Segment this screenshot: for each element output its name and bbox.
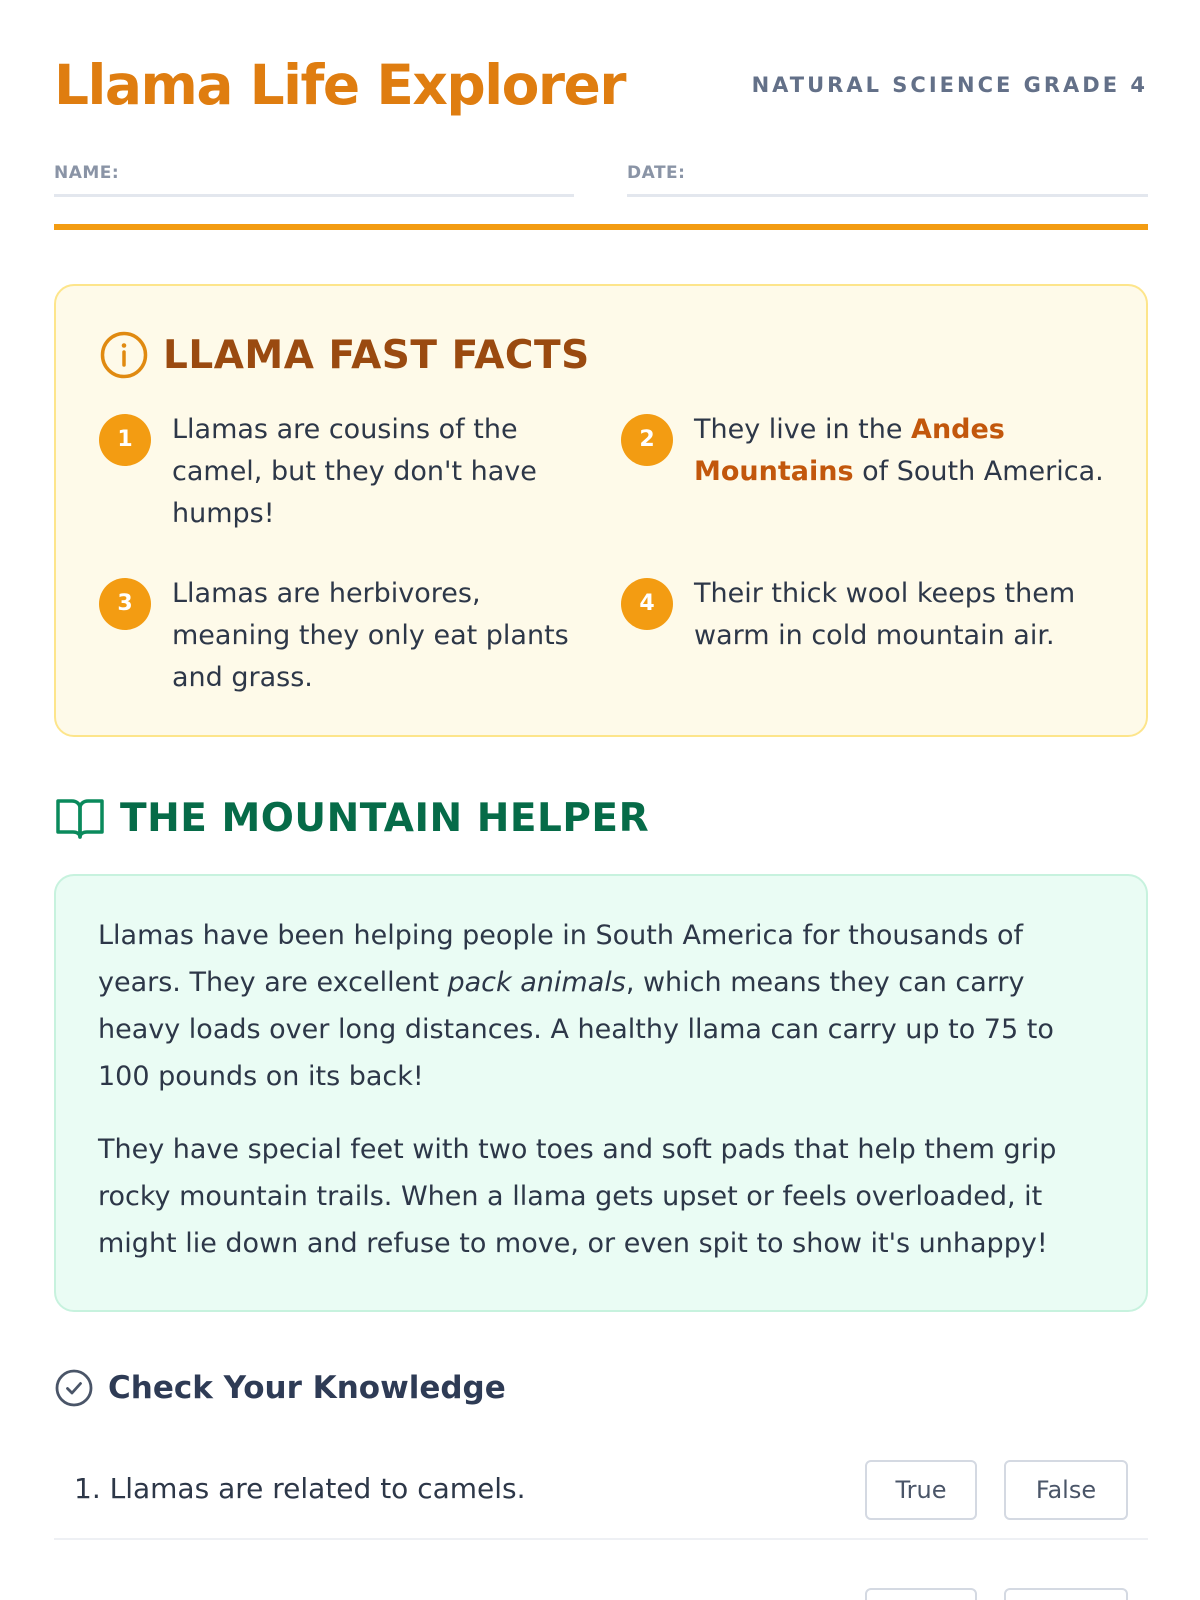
fact-number-badge: 3 bbox=[99, 578, 151, 630]
fact-number-badge: 4 bbox=[621, 578, 673, 630]
fact-number-badge: 2 bbox=[621, 414, 673, 466]
info-circle-icon bbox=[99, 330, 149, 380]
fact-number-badge: 1 bbox=[99, 414, 151, 466]
fast-facts-title: LLAMA FAST FACTS bbox=[163, 332, 590, 378]
fact-text-part: of South America. bbox=[853, 456, 1104, 487]
fact-text: Their thick wool keeps them warm in cold mountain air. bbox=[694, 578, 1076, 651]
fact-text: Llamas are herbivores, meaning they only eat plants and grass. bbox=[172, 578, 569, 693]
fast-facts-box bbox=[54, 284, 1148, 737]
open-book-icon bbox=[54, 792, 106, 844]
subject-label: NATURAL SCIENCE GRADE 4 bbox=[751, 73, 1148, 97]
quiz-question-row bbox=[54, 1455, 1148, 1540]
mountain-helper-heading bbox=[54, 792, 649, 844]
date-label: DATE: bbox=[627, 163, 686, 183]
passage-text: Llamas have been helping people in South America for thousands of years. They are excellent bbox=[98, 920, 1024, 998]
passage-paragraph: They have special feet with two toes and soft pads that help them grip rocky mountain trails. When a llama gets upset or feels overloaded, it might lie down and refuse to move, or even spit to show it's unhappy! bbox=[98, 1134, 1057, 1259]
quiz-title: Check Your Knowledge bbox=[108, 1370, 506, 1406]
name-field[interactable] bbox=[54, 163, 574, 197]
reading-passage bbox=[54, 874, 1148, 1312]
mountain-helper-title: THE MOUNTAIN HELPER bbox=[120, 795, 650, 841]
false-button[interactable]: False bbox=[1004, 1460, 1128, 1520]
passage-paragraph bbox=[98, 912, 1106, 1100]
check-circle-icon bbox=[54, 1368, 94, 1408]
quiz-heading bbox=[54, 1368, 506, 1408]
fact-text-part: They live in the bbox=[694, 414, 912, 445]
page-title: Llama Life Explorer bbox=[54, 53, 625, 117]
next-question-false-button[interactable] bbox=[1004, 1588, 1128, 1600]
date-field[interactable] bbox=[627, 163, 1148, 197]
fact-text bbox=[694, 409, 1104, 493]
question-text: 1. Llamas are related to camels. bbox=[74, 1472, 526, 1505]
header-divider bbox=[54, 224, 1148, 230]
name-label: NAME: bbox=[54, 163, 120, 183]
fact-text: Llamas are cousins of the camel, but they don't have humps! bbox=[172, 414, 537, 529]
passage-emphasis: pack animals bbox=[447, 967, 626, 998]
passage-text: , which means they can carry heavy loads over long distances. A healthy llama can carry up to 75 to 100 pounds on its back! bbox=[98, 967, 1054, 1092]
fast-facts-heading bbox=[99, 330, 590, 380]
fact-highlight: Andes Mountains bbox=[694, 414, 1005, 487]
next-question-true-button[interactable] bbox=[865, 1588, 977, 1600]
true-button[interactable]: True bbox=[865, 1460, 977, 1520]
